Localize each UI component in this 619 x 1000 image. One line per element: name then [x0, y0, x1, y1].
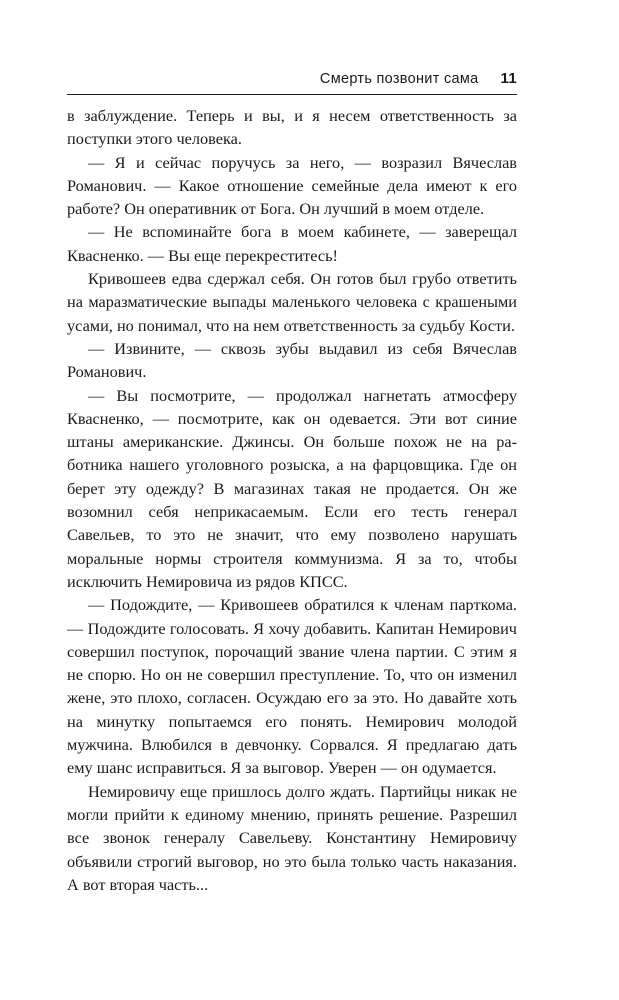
- paragraph: — Не вспоминайте бога в моем кабинете, — заверещал Квасненко. — Вы еще перекреститесь!: [67, 222, 517, 265]
- paragraph: в заблуждение. Теперь и вы, и я несем ответственность за поступки этого человека.: [67, 106, 517, 149]
- paragraph: — Вы посмотрите, — продолжал нагнетать атмосферу Квасненко, — посмотрите, как он одевается. Эти вот синие штаны американские. Джинсы. Он больше похож не на работника нашего уголовного розыска, а на фарцовщика. Где он берет эту одежду? В магазинах такая не продается. Он же возомнил себя неприкасаемым. Если его тесть генерал Савельев, то это не значит, что ему позволено нарушать моральные нормы строителя коммунизма. Я за то, чтобы исключить Немировича из рядов КПСС.: [67, 385, 517, 591]
- paragraph: — Извините, — сквозь зубы выдавил из себя Вячеслав Романович.: [67, 338, 517, 382]
- paragraph: Кривошеев едва сдержал себя. Он готов был грубо ответить на маразматические выпады маленького человека с крашеными усами, но понимал, что на нем ответственность за судьбу Кости.: [67, 269, 517, 335]
- page-number: 11: [500, 70, 517, 87]
- book-page: [67, 70, 517, 896]
- paragraph: — Я и сейчас поручусь за него, — возразил Вячеслав Романович. — Какое отношение семейные дела имеют к его работе? Он оперативник от Бога. Он лучший в моем отделе.: [67, 152, 517, 219]
- running-header: [67, 70, 517, 95]
- running-title: Смерть позвонит сама: [319, 71, 479, 87]
- paragraph: Немировичу еще пришлось долго ждать. Партийцы никак не могли прийти к единому мнению, принять решение. Разрешил все звонок генералу Савельеву. Константину Немировичу объявили строгий выговор, но это была только часть наказания. А вот вторая часть...: [67, 781, 517, 894]
- body-text: [67, 104, 517, 896]
- paragraph: — Подождите, — Кривошеев обратился к членам парткома. — Подождите голосовать. Я хочу добавить. Капитан Немирович совершил поступок, порочащий звание члена партии. С этим я не спорю. Но он не совершил преступление. То, что он изменил жене, это плохо, согласен. Осуждаю его за это. Но давайте хоть на минутку попытаемся его понять. Немирович молодой мужчина. Влюбился в девчонку. Сорвался. Я предлагаю дать ему шанс исправиться. Я за выговор. Уверен — он одумается.: [67, 595, 517, 778]
